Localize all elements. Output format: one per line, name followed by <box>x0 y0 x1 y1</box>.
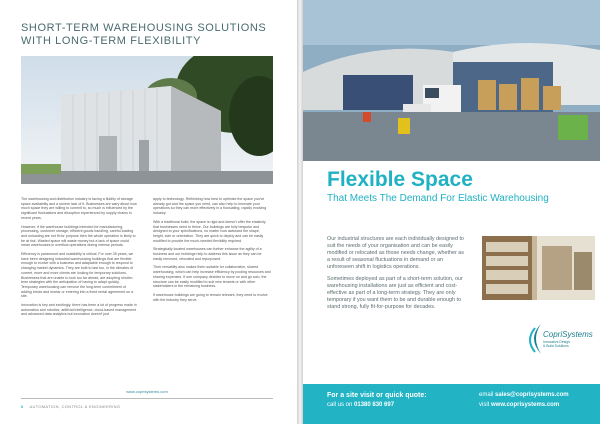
phone-number[interactable]: 01380 830 697 <box>354 402 395 408</box>
website-link[interactable]: www.coprisystems.com <box>491 402 560 408</box>
paragraph: Innovation is key and excitingly, there has been a lot of progress made in automation and robotics, artificial intelligence, cloud-based management and advanced data analytics but innovation doesn't just <box>21 303 137 317</box>
feature-subtitle: That Meets The Demand For Elastic Warehousing <box>327 193 549 204</box>
paragraph: With a traditional build, the space is rigid and doesn't offer the elasticity that businesses need to thrive. Our buildings are fully bespoke and designed to your specifications, no matter how awkward the shape, height, size or orientation. They are quick to deploy and can be easily modified to provide the much-needed flexibility required. <box>153 219 266 243</box>
publication-name: AUTOMATION, CONTROL & ENGINEERING <box>29 404 121 409</box>
paragraph: Our industrial structures are each individually designed to suit the needs of your organisation and can be easily modified or relocated as those needs change, whether as a result of seasonal fluctuations in demand or an unforeseen shift in logistics operations. <box>327 236 464 270</box>
left-page <box>0 0 297 424</box>
paragraph: If warehouse buildings are going to remain relevant, they need to evolve with the industry they serve. <box>153 292 268 302</box>
footer-divider <box>21 398 273 399</box>
paragraph: Efficiency is paramount and scalability is critical. For over 35 years, we have been designing industrial warehousing buildings that are flexible enough to evolve with a business and adaptable enough to respond to changing market dynamics. They are built to last too, in the climates of current, more and more clients are looking for temporary solutions. Businesses that are unable to look too far ahead, are adopting shorter-term strategies with the anticipation of having to adapt quickly. Temporary warehousing can remove the long-term commitment of adding bricks and mortar or entering into a fixed rental agreement on a site. <box>21 252 134 299</box>
footer-cta: For a site visit or quick quote: <box>327 392 427 399</box>
paragraph: apply to technology. Rethinking how best to optimise the space you've already got and the space you need, can also help to innovate your operations so they can more effectively in a fluctuating, rapidly evolving industry. <box>153 197 267 216</box>
paragraph: The warehousing and distribution industry is facing a fluidity of storage space availability and a severe lack of it. Businesses are wary about how much space they are willing to commit to, so much is influenced by the significant fluctuations and disruption experienced by supply chains in recent years. <box>21 197 137 220</box>
feature-body <box>327 236 467 316</box>
visit-prefix: visit <box>479 402 490 408</box>
right-page <box>303 0 600 424</box>
website-link[interactable]: www.coprisystems.com <box>126 389 168 394</box>
logo-wordmark: CopriSystems <box>543 330 593 339</box>
article-headline: SHORT-TERM WAREHOUSING SOLUTIONS WITH LONG-TERM FLEXIBILITY <box>21 22 267 47</box>
email-prefix: email <box>479 392 494 398</box>
paragraph: Sometimes deployed as part of a short-term solution, our warehousing installations are just as efficient and cost-effective as part of a long-term strategy. They are only temporary if you want them to be and durable enough to stand strong, fully fit-for-purpose for decades. <box>327 276 463 310</box>
paragraph: Their versatility also makes them suitable for collaborative, shared warehousing, which can help increase efficiency by pooling resources and sharing expenses. If one company decides to move on and go solo, the structure can be easily modified to suit new tenants or with other stakeholders in the remaining business. <box>153 265 271 289</box>
footer-email <box>479 392 569 398</box>
article-column-2 <box>153 197 271 306</box>
feature-title: Flexible Space <box>327 168 473 191</box>
warehouse-racking-photo <box>482 236 595 300</box>
warehouse-interior-photo <box>303 0 600 161</box>
page-number: 6 <box>21 404 24 409</box>
logo-tagline-line: & Build Solutions <box>543 344 569 348</box>
footer-phone <box>327 402 394 408</box>
logo-tagline <box>543 340 570 348</box>
paragraph: Strategically located warehouses can further enhance the agility of a business and our buildings help to address this issue as they can be easily removed, relocated and repurposed. <box>153 247 262 261</box>
footer-website <box>479 402 559 408</box>
article-column-1 <box>21 197 137 321</box>
logo-tagline-line: Innovative Design <box>543 340 570 344</box>
paragraph: However, if the warehouse buildings intended for manufacturing, processing, customer storage, efficient goods handling, careful loading and unloading are not fit for purpose then the whole operation is likely to be at risk. Wasted space will waste money but a lack of space could mean warehouses in overflow operations during intense periods. <box>21 224 136 248</box>
email-link[interactable]: sales@coprisystems.com <box>495 392 569 398</box>
warehouse-exterior-photo <box>21 56 273 184</box>
page-folio <box>21 404 120 409</box>
phone-prefix: call us on <box>327 402 353 408</box>
